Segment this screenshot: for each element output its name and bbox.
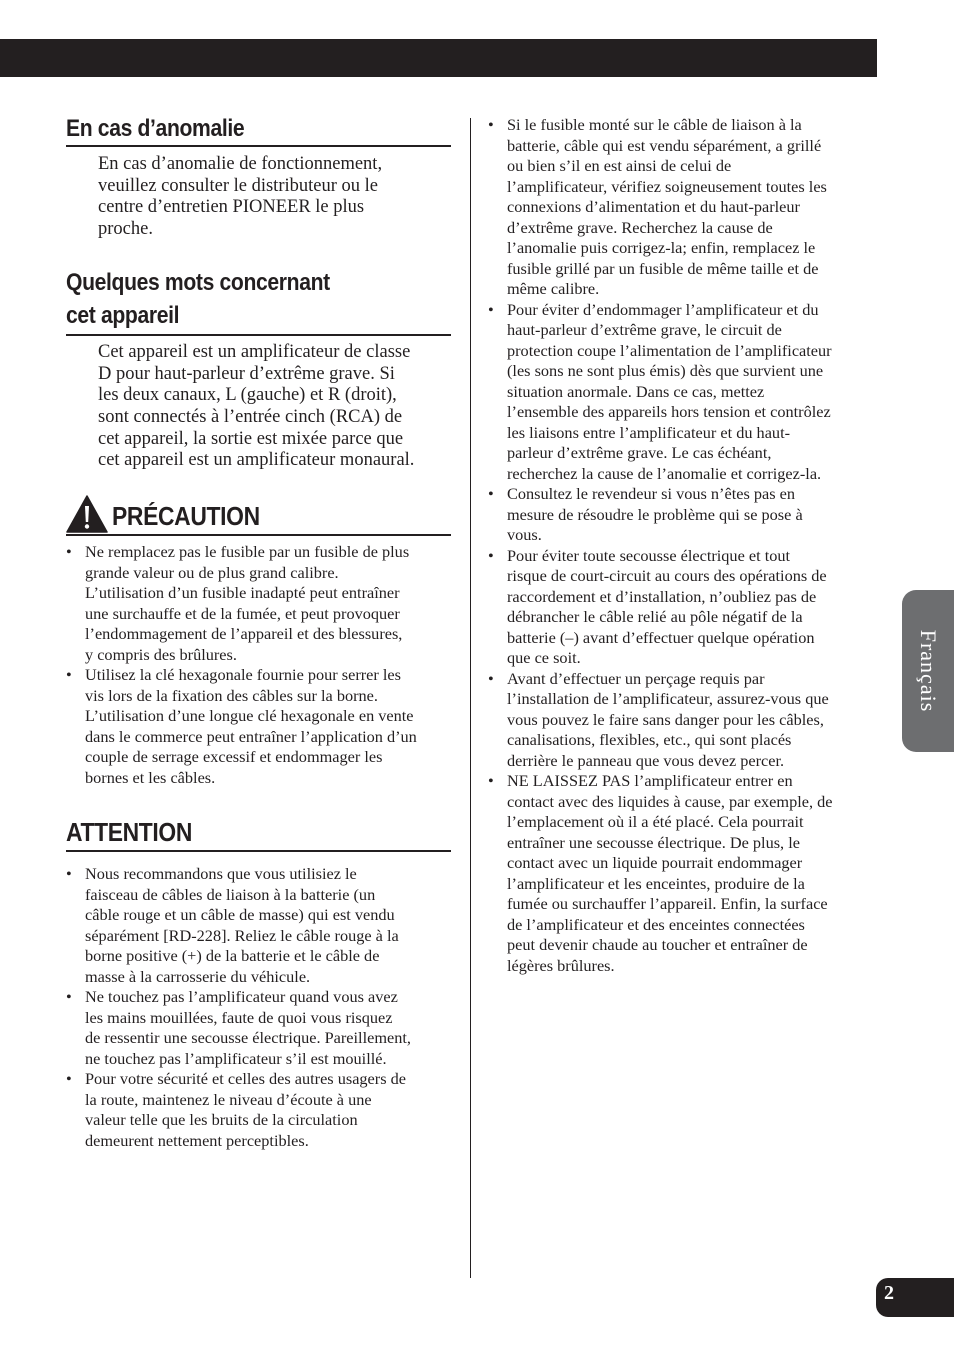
attention-list bbox=[66, 864, 452, 1151]
about-heading-line1: Quelques mots concernant bbox=[66, 268, 330, 296]
precaution-title: PRÉCAUTION bbox=[112, 501, 260, 532]
precaution-list bbox=[66, 542, 452, 788]
list-item: • Pour votre sécurité et celles des autres usagers de la route, maintenez le niveau d’écoute à une valeur telle que les bruits de la circulation demeurent nettement perceptibles. bbox=[66, 1069, 452, 1151]
about-text: Cet appareil est un amplificateur de classe D pour haut-parleur d’extrême grave. Si les deux canaux, L (gauche) et R (droit), sont connectés à l’entrée cinch (RCA) de cet appareil, la sortie est mixée parce que cet appareil est un amplificateur monaural. bbox=[98, 341, 415, 471]
list-item: • Ne remplacez pas le fusible par un fusible de plus grande valeur ou de plus grand calibre. L’utilisation d’un fusible inadapté peut entraîner une surchauffe et de la fumée, et peut provoquer l’endommagement de l’appareil et des blessures, y compris des brûlures. bbox=[66, 542, 452, 665]
right-column bbox=[488, 115, 876, 976]
precaution-rule bbox=[66, 534, 451, 536]
list-item: • NE LAISSEZ PAS l’amplificateur entrer en contact avec des liquides à cause, par exemple, de l’emplacement où il a été placé. Cela pourrait entraîner une secousse électrique. De plus, le contact avec un liquide pourrait endommager l’amplificateur et les enceintes, produire de la fumée ou surchauffer l’appareil. Enfin, la surface de l’amplificateur et des enceintes connectées peut devenir chaude au toucher et entraîner de légères brûlures. bbox=[488, 771, 876, 976]
column-divider bbox=[470, 118, 471, 1278]
left-column bbox=[66, 112, 452, 1151]
right-list bbox=[488, 115, 876, 976]
list-item: • Si le fusible monté sur le câble de liaison à la batterie, câble qui est vendu séparément, a grillé ou bien s’il en est ainsi de celui de l’amplificateur, vérifiez soigneusement toutes les connexions d’alimentation et du haut-parleur d’extrême grave. Recherchez la cause de l’anomalie puis corrigez-la; enfin, remplacez le fusible grillé par un fusible de même taille et de même calibre. bbox=[488, 115, 876, 300]
list-item: • Utilisez la clé hexagonale fournie pour serrer les vis lors de la fixation des câbles sur la borne. L’utilisation d’une longue clé hexagonale en vente dans le commerce peut entraîner l’application d’un couple de serrage excessif et endommager les bornes et les câbles. bbox=[66, 665, 452, 788]
anomalie-rule bbox=[66, 145, 451, 147]
page-number: 2 bbox=[884, 1282, 894, 1304]
about-heading bbox=[66, 266, 452, 332]
attention-rule bbox=[66, 850, 451, 852]
anomalie-text: En cas d’anomalie de fonctionnement, veuillez consulter le distributeur ou le centre d’entretien PIONEER le plus proche. bbox=[98, 154, 383, 240]
attention-heading: ATTENTION bbox=[66, 817, 193, 848]
language-label: Français bbox=[916, 629, 941, 713]
about-heading-line2: cet appareil bbox=[66, 301, 180, 329]
warning-icon bbox=[66, 495, 108, 533]
list-item: • Avant d’effectuer un perçage requis par l’installation de l’amplificateur, assurez-vous que vous pouvez le faire sans danger pour les câbles, canalisations, flexibles, etc., qui sont placés derrière le panneau que vous devez percer. bbox=[488, 669, 876, 772]
header-bar bbox=[0, 39, 877, 77]
language-tab bbox=[902, 590, 954, 752]
list-item: • Pour éviter d’endommager l’amplificateur et du haut-parleur d’extrême grave, le circuit de protection coupe l’alimentation de l’amplificateur (les sons ne sont plus émis) dès que survient une situation anormale. Dans ce cas, mettez l’ensemble des appareils hors tension et contrôlez les liaisons entre l’amplificateur et du haut- parleur d’extrême grave. Le cas échéant, recherchez la cause de l’anomalie et corrigez-la. bbox=[488, 300, 876, 485]
list-item: • Pour éviter toute secousse électrique et tout risque de court-circuit au cours des opérations de raccordement et d’installation, n’oubliez pas de débrancher le câble relié au pôle négatif de la batterie (–) avant d’effectuer quelque opération que ce soit. bbox=[488, 546, 876, 669]
list-item: • Ne touchez pas l’amplificateur quand vous avez les mains mouillées, faute de quoi vous risquez de ressentir une secousse électrique. Pareillement, ne touchez pas l’amplificateur s’il est mouillé. bbox=[66, 987, 452, 1069]
list-item: • Consultez le revendeur si vous n’êtes pas en mesure de résoudre le problème qui se pose à vous. bbox=[488, 484, 876, 546]
precaution-heading bbox=[66, 489, 452, 533]
page-number-tab bbox=[876, 1278, 954, 1317]
about-rule bbox=[66, 334, 451, 336]
anomalie-heading: En cas d’anomalie bbox=[66, 115, 245, 142]
list-item: • Nous recommandons que vous utilisiez le faisceau de câbles de liaison à la batterie (un câble rouge et un câble de masse) qui est vendu séparément [RD-228]. Reliez le câble rouge à la borne positive (+) de la batterie et le câble de masse à la carrosserie du véhicule. bbox=[66, 864, 452, 987]
